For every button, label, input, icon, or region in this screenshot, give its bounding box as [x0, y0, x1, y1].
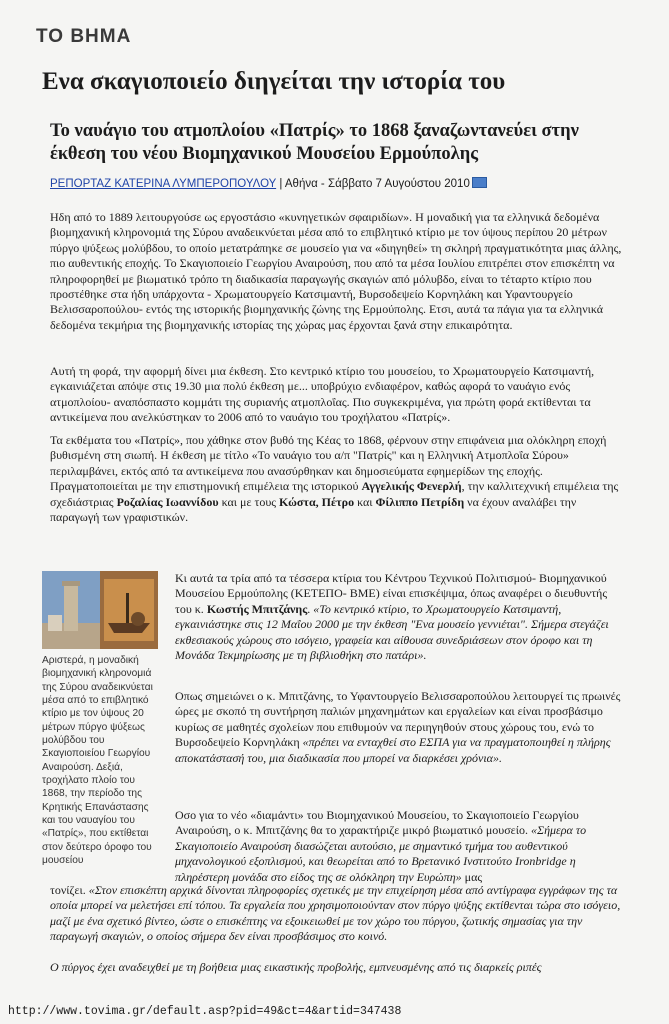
- p4-quote: «Το κεντρικό κτίριο, το Χρωματουργείο Κατσιμαντή, εγκαινιάστηκε στις 12 Μαΐου 2000 με την έκθεση "Ενα μουσείο γεννιέται". Σήμερα στεγάζει εκθεσιακούς χώρους στο ισόγειο, γραφεία και αίθουσα συνεδριάσεων στον όροφο και τη Μονάδα Τεκμηρίωσης με τη βιβλιοθήκη στο πατάρι».: [175, 601, 609, 663]
- paragraph-5: [175, 689, 625, 766]
- author-link[interactable]: ΡΕΠΟΡΤΑΖ ΚΑΤΕΡΙΝΑ ΛΥΜΠΕΡΟΠΟΥΛΟΥ: [50, 178, 277, 190]
- paragraph-6: [175, 808, 625, 885]
- historian-name: Αγγελικής Φενερλή: [361, 479, 462, 494]
- p3-text-a: Τα εκθέματα του «Πατρίς», που χάθηκε στον βυθό της Κέας το 1868, φέρνουν στην επιφάνεια μια ολόκληρη εποχή βυθισμένη στη σιωπή. Η έκθεση με τίτλο «Το ναυάγιο του α/π "Πατρίς" και η Ελληνική Ατμοπλοΐα Σύρου» περιλαμβάνει, εκτός από τα αντικείμενα που ανασύρθηκαν και δημοσιεύματα εφημερίδων της εποχής. Πραγματοποιείται με την επιστημονική επιμέλεια της ιστορικού: [50, 433, 607, 494]
- director-name: Κωστής Μπιτζάνης: [206, 601, 308, 616]
- p6-text-a: Οσο για το νέο «διαμάντι» του Βιομηχανικού Μουσείου, το Σκαγιοποιείο Γεωργίου Αναιρούση, ο κ. Μπιτζάνης θα το χαρακτήριζε μικρό βιωματικό μουσείο.: [175, 808, 579, 838]
- article-photo: [42, 571, 158, 649]
- ship-mast: [126, 593, 129, 623]
- p7-quote: «Στον επισκέπτη αρχικά δίνονται πληροφορίες σχετικές με την επιχείρηση μέσα από αντίγραφα εγγράφων της τα οποία μπορεί να μελετήσει επί τόπου. Τα εργαλεία που χρησιμοποιούνταν στον πύργο ψύξης εκτίθενται τώρα στο ισόγειο, μαζί με ένα σχετικό βίντεο, ώστε ο επισκέπτης να εξοικειωθεί με τον χώρο του πύργου, ζωτικής σημασίας για την παραγωγή σκαγιών, ο οποίος σήμερα δεν είναι προσβάσιμος στο κοινό.: [50, 883, 621, 944]
- paragraph-1: Ηδη από το 1889 λειτουργούσε ως εργοστάσιο «κυνηγετικών σφαιριδίων». Η μοναδική για τα ελληνικά δεδομένα βιομηχανική κληρονομιά της Σύρου αναδεικνύεται μέσα από το επιβλητικό κτίριο με τον ύψους περίπου 20 μέτρων πύργο ψύξεως μολύβδου, το οποίο μετατράπηκε σε μουσείο για να «διηγηθεί» τη σκληρή πραγματικότητα μιας άλλης, πιο αυθεντικής εποχής. Το Σκαγιοποιείο Γεωργίου Αναιρούση, που από τα μέσα Ιουλίου επιτρέπει στον επισκέπτη να πληροφορηθεί με βιωματικό τρόπο τη διαδικασία παραγωγής σκαγιών από μόλυβδο, είναι το τέταρτο κτίριο που προστέθηκε στα ήδη υπάρχοντα - Χρωματουργείο Κατσιμαντή, Βυρσοδεψείο Κορνηλάκη και Υφαντουργείο Βελισσαροπούλου- εντός της ιστορικής βιομηχανικής ζώνης της Ερμούπολης. Ετσι, αυτά τα πάγια για τα ελληνικά δεδομένα τεκμήρια της βιομηχανικής ιστορίας της χώρας μας έρχονται ξανά στην επικαιρότητα.: [50, 210, 622, 332]
- paragraph-4: [175, 571, 625, 663]
- article-title: Ενα σκαγιοποιείο διηγείται την ιστορία του: [42, 68, 506, 95]
- p3-text-f: να έχουν αναλάβει την παραγωγή των γραφιστικών.: [50, 494, 577, 525]
- p3-text-d: και με τους: [218, 494, 280, 509]
- byline-separator: |: [276, 178, 285, 190]
- tower-shape: [64, 583, 78, 631]
- tower-top: [62, 581, 80, 586]
- designer-name: Ροζαλίας Ιωαννίδου: [116, 494, 219, 509]
- p6-text-c: μας: [461, 869, 483, 884]
- paragraph-7: [50, 883, 622, 945]
- paragraph-8: Ο πύργος έχει αναδειχθεί με τη βοήθεια μιας εικαστικής προβολής, εμπνευσμένης από τις διαρκείς ριπές: [50, 960, 542, 974]
- graphics-names-1: Κώστα, Πέτρο: [279, 494, 355, 509]
- graphics-names-2: Φίλιππο Πετρίδη: [375, 494, 465, 509]
- paddle-wheel: [131, 612, 145, 626]
- p5-text-a: Οπως σημειώνει ο κ. Μπιτζάνης, το Υφαντουργείο Βελισσαροπούλου λειτουργεί τις πρωινές ώρες με σκοπό τη συντήρηση παλιών μηχανημάτων και εργαλείων και είναι προσβάσιμο κυρίως σε μαθητές σχολείων που επιθυμούν να περιηγηθούν στους χώρους του, ενώ το Βυρσοδεψείο Κορνηλάκη: [175, 689, 621, 750]
- p4-text-a: Κι αυτά τα τρία από τα τέσσερα κτίρια του Κέντρου Τεχνικού Πολιτισμού- Βιομηχανικού Μουσείου Ερμούπολης (ΚΕΤΕΠΟ- ΒΜΕ) είναι επισκέψιμα, όπως αναφέρει ο διευθυντής του κ.: [175, 571, 608, 616]
- building-shape: [48, 615, 62, 631]
- p4-text-c: .: [307, 601, 314, 616]
- newspaper-brand: ΤΟ ΒΗΜΑ: [36, 26, 132, 47]
- photo-collage-icon: [42, 571, 158, 649]
- source-url: http://www.tovima.gr/default.asp?pid=49&ct=4&artid=347438: [8, 1005, 402, 1018]
- article-subtitle: Το ναυάγιο του ατμοπλοίου «Πατρίς» το 1868 ξαναζωντανεύει στην έκθεση του νέου Βιομηχανικού Μουσείου Ερμούπολης: [50, 121, 579, 165]
- paragraph-3: [50, 433, 622, 525]
- p6-quote: «Σήμερα το Σκαγιοποιείο Αναιρούση διασώζεται αυτούσιο, με σημαντικό τμήμα του αυθεντικού μηχανολογικού εξοπλισμού, και θεωρείται από το Βρετανικό Ινστιτούτο Ironbridge η πληρέστερη μονάδα στο είδος της σε ολόκληρη την Ευρώπη»: [175, 823, 587, 884]
- mail-icon[interactable]: [472, 177, 487, 188]
- photo-caption: Αριστερά, η μοναδική βιομηχανική κληρονομιά της Σύρου αναδεικνύεται μέσα από το επιβλητικό κτίριο με τον ύψους 20 μέτρων πύργο ψύξεως μολύβδου του Σκαγιοποιείου Γεωργίου Αναιρούση. Δεξιά, τροχήλατο πλοίο του 1868, την περίοδο της Κρητικής Επανάστασης και του ναυαγίου του «Πατρίς», που εκτίθεται στον δεύτερο όροφο του μουσείου: [42, 655, 153, 867]
- location-date: Αθήνα - Σάββατο 7 Αυγούστου 2010: [284, 178, 470, 190]
- p7-text-a: τονίζει.: [50, 883, 89, 897]
- paragraph-2: Αυτή τη φορά, την αφορμή δίνει μια έκθεση. Στο κεντρικό κτίριο του μουσείου, το Χρωματουργείο Κατσιμαντή, εγκαινιάζεται απόψε στις 19.30 μια πολύ έκθεση με... υποβρύχιο ενδιαφέρον, καθώς αφορά το ναυάγιο ενός ατμοπλοίου- αναπόσπαστο κομμάτι της συριανής ατμοπλοΐας. Πιο συγκεκριμένα, για πρώτη φορά εκτίθενται τα αντικείμενα που ανελκύστηκαν το 2006 από το ναυάγιο του τροχήλατου «Πατρίς».: [50, 364, 595, 425]
- p3-text-c: , την καλλιτεχνική επιμέλεια της σχεδιάστριας: [50, 479, 619, 509]
- p3-text-e: και: [354, 494, 376, 509]
- p5-quote: «πρέπει να ενταχθεί στο ΕΣΠΑ για να πραγματοποιηθεί η πλήρης αποκατάστασή του, μια διαδικασία που μπορεί να διαρκέσει χρόνια».: [175, 735, 611, 765]
- byline: [50, 177, 630, 190]
